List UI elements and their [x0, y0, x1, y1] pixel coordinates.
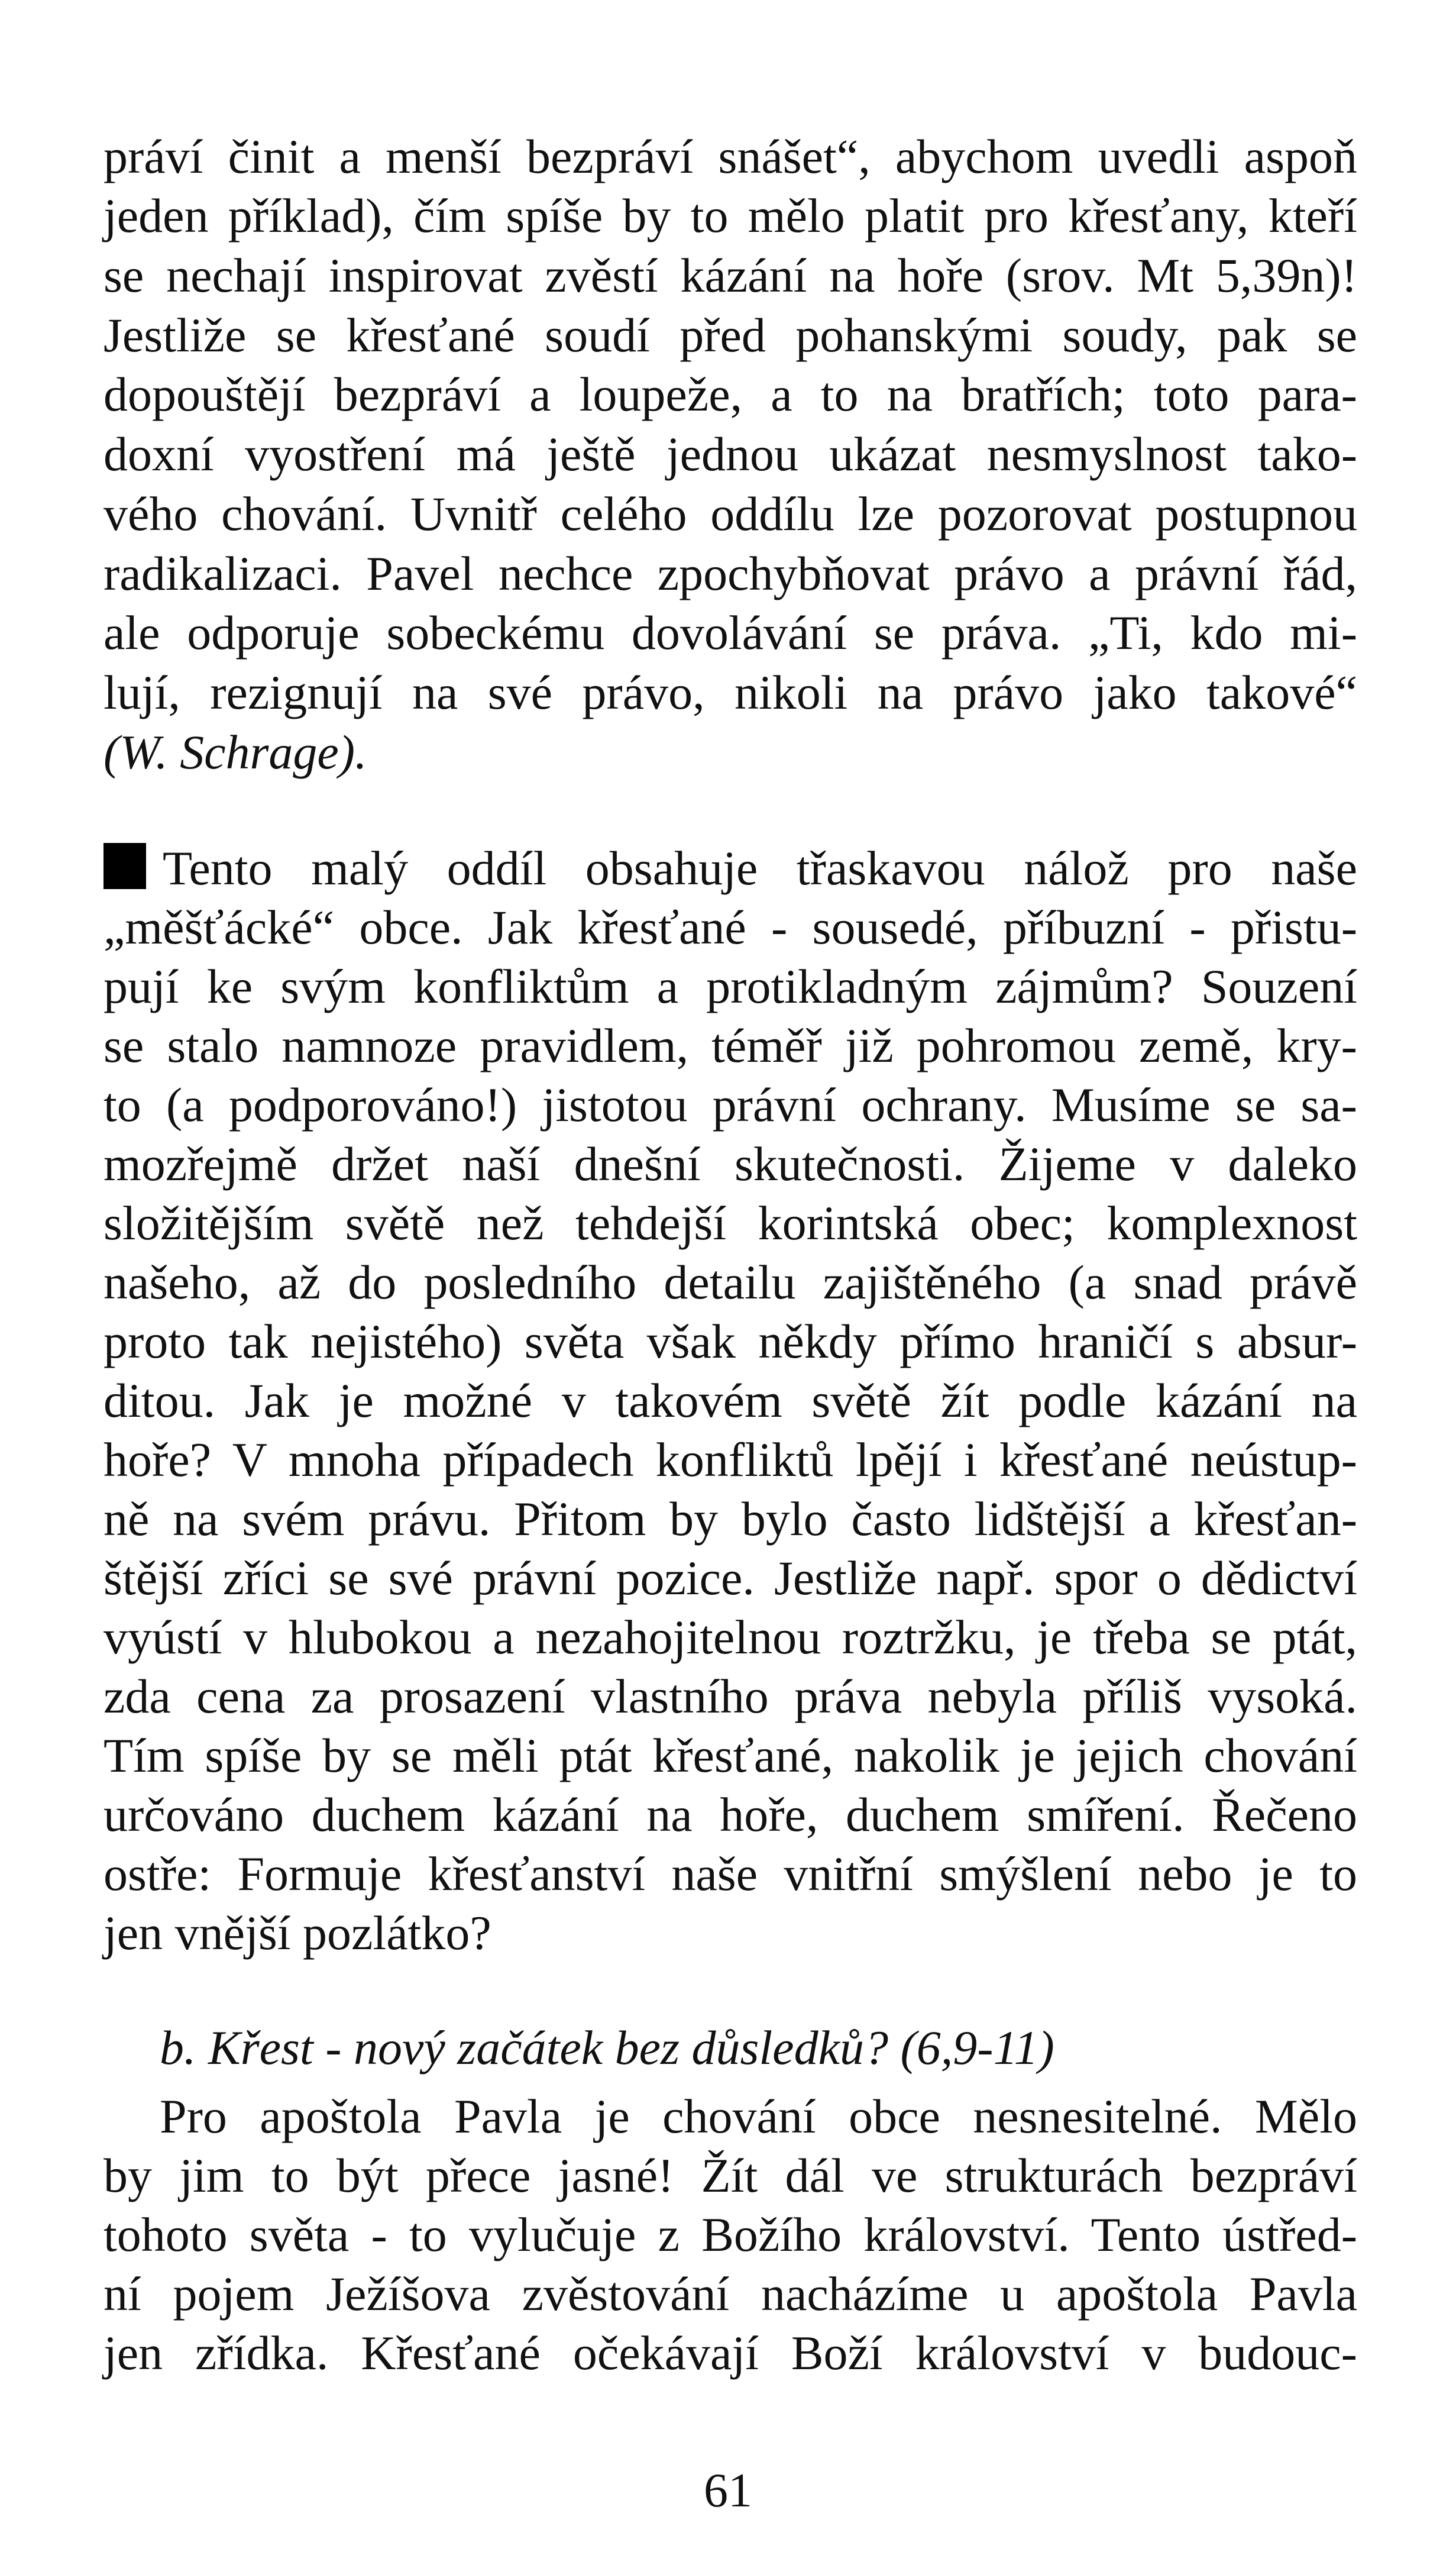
text-line: to (a podporováno!) jistotou právní ochrany. Musíme se sa-	[103, 1078, 1357, 1132]
citation: (W. Schrage).	[103, 725, 367, 779]
text-line: složitějším světě než tehdejší korintská obec; komplexnost	[103, 1196, 1357, 1250]
text-line: ostře: Formuje křesťanství naše vnitřní smýšlení nebo je to	[103, 1847, 1357, 1901]
text-line: vého chování. Uvnitř celého oddílu lze pozorovat postupnou	[103, 487, 1357, 541]
text-line: Jestliže se křesťané soudí před pohanskými soudy, pak se	[103, 308, 1357, 362]
text-line: tohoto světa - to vylučuje z Božího království. Tento ústřed-	[103, 2208, 1357, 2261]
text-line: Pro apoštola Pavla je chování obce nesnesitelné. Mělo	[160, 2089, 1357, 2143]
text-line: se nechají inspirovat zvěstí kázání na hoře (srov. Mt 5,39n)!	[103, 248, 1357, 302]
text-line: ale odporuje sobeckému dovolávání se práva. „Ti, kdo mi-	[103, 606, 1357, 660]
text-line: proto tak nejistého) světa však někdy přímo hraničí s absur-	[103, 1314, 1357, 1368]
text-line: hoře? V mnoha případech konfliktů lpějí i křesťané neústup-	[103, 1433, 1357, 1487]
text-line: ní pojem Ježíšova zvěstování nacházíme u apoštola Pavla	[103, 2267, 1357, 2321]
text-line: „měšťácké“ obce. Jak křesťané - sousedé, příbuzní - přistu-	[103, 900, 1357, 954]
text-line: dopouštějí bezpráví a loupeže, a to na bratřích; toto para-	[103, 367, 1357, 421]
text-line: se stalo namnoze pravidlem, téměř již pohromou země, kry-	[103, 1019, 1357, 1072]
text-line: vyústí v hlubokou a nezahojitelnou roztržku, je třeba se ptát,	[103, 1610, 1357, 1664]
text-line: by jim to být přece jasné! Žít dál ve strukturách bezpráví	[103, 2149, 1357, 2202]
text-line-content: Tento malý oddíl obsahuje třaskavou nálož pro naše	[163, 841, 1357, 895]
text-line: Tím spíše by se měli ptát křesťané, nakolik je jejich chování	[103, 1729, 1357, 1782]
text-line: jeden příklad), čím spíše by to mělo platit pro křesťany, kteří	[103, 189, 1357, 243]
text-line: práví činit a menší bezpráví snášet“, abychom uvedli aspoň	[103, 130, 1357, 183]
text-line: lují, rezignují na své právo, nikoli na právo jako takové“	[103, 665, 1357, 719]
text-line: mozřejmě držet naší dnešní skutečnosti. Žijeme v daleko	[103, 1137, 1357, 1191]
section-marker-square-icon	[103, 843, 146, 889]
text-line: ně na svém právu. Přitom by bylo často lidštější a křesťan-	[103, 1492, 1357, 1546]
text-line: pují ke svým konfliktům a protikladným zájmům? Souzení	[103, 959, 1357, 1013]
text-line: jen zřídka. Křesťané očekávají Boží království v budouc-	[103, 2326, 1357, 2380]
text-line-first	[103, 839, 1357, 898]
text-line: štější zříci se své právní pozice. Jestliže např. spor o dědictví	[103, 1551, 1357, 1605]
section-heading: b. Křest - nový začátek bez důsledků? (6,9-11)	[160, 2021, 1054, 2075]
text-line: ditou. Jak je možné v takovém světě žít podle kázání na	[103, 1374, 1357, 1427]
text-line: určováno duchem kázání na hoře, duchem smíření. Řečeno	[103, 1788, 1357, 1841]
text-line: našeho, až do posledního detailu zajištěného (a snad právě	[103, 1255, 1357, 1309]
text-line: doxní vyostření má ještě jednou ukázat nesmyslnost tako-	[103, 427, 1357, 481]
text-line: jen vnější pozlátko?	[103, 1906, 491, 1960]
page-number: 61	[704, 2463, 752, 2517]
text-line: radikalizaci. Pavel nechce zpochybňovat právo a právní řád,	[103, 547, 1357, 600]
text-line: zda cena za prosazení vlastního práva nebyla příliš vysoká.	[103, 1669, 1357, 1723]
